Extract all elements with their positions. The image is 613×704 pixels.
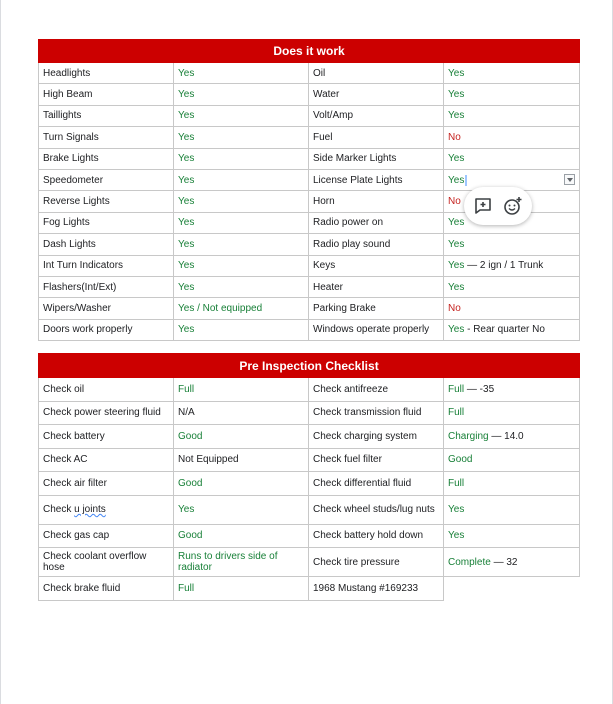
table-row	[39, 298, 580, 319]
item-label[interactable]: Water	[309, 84, 444, 105]
item-value[interactable]: Not Equipped	[174, 448, 309, 472]
item-value[interactable]: Yes	[444, 212, 580, 233]
item-label[interactable]: Speedometer	[39, 169, 174, 190]
item-value[interactable]: Yes	[174, 169, 309, 190]
item-value-cell[interactable]	[444, 378, 580, 402]
item-value[interactable]: Yes	[444, 148, 580, 169]
item-value[interactable]: Yes	[444, 495, 580, 524]
item-label[interactable]: Headlights	[39, 63, 174, 84]
item-value[interactable]: No	[444, 298, 580, 319]
item-value[interactable]: Yes	[444, 524, 580, 548]
table-row	[39, 448, 580, 472]
item-label[interactable]: Radio play sound	[309, 234, 444, 255]
item-value[interactable]: Full	[174, 577, 309, 601]
item-value[interactable]: Yes	[174, 255, 309, 276]
item-value[interactable]: Runs to drivers side of radiator	[174, 548, 309, 577]
text-cursor	[465, 175, 467, 186]
dropdown-arrow-icon[interactable]	[564, 174, 575, 185]
item-label[interactable]: Check coolant overflow hose	[39, 548, 174, 577]
table-row	[39, 105, 580, 126]
item-value-cell[interactable]	[444, 319, 580, 340]
item-label[interactable]: Volt/Amp	[309, 105, 444, 126]
item-value[interactable]: No	[444, 191, 580, 212]
item-value[interactable]: Yes	[444, 234, 580, 255]
item-label[interactable]: Check gas cap	[39, 524, 174, 548]
item-value[interactable]: N/A	[174, 401, 309, 425]
item-value[interactable]: Good	[174, 472, 309, 496]
item-note: — 2 ign / 1 Trunk	[464, 260, 544, 272]
table-row	[39, 495, 580, 524]
item-value[interactable]: Yes	[174, 127, 309, 148]
item-label[interactable]: Doors work properly	[39, 319, 174, 340]
item-label[interactable]: Check differential fluid	[309, 472, 444, 496]
item-value[interactable]: Yes	[174, 495, 309, 524]
item-label[interactable]: Check brake fluid	[39, 577, 174, 601]
table-title: Pre Inspection Checklist	[39, 354, 580, 378]
item-label[interactable]: Flashers(Int/Ext)	[39, 276, 174, 297]
table-row	[39, 127, 580, 148]
item-label[interactable]: Fog Lights	[39, 212, 174, 233]
item-label[interactable]: Check charging system	[309, 425, 444, 449]
item-value[interactable]: Yes	[174, 63, 309, 84]
item-label[interactable]: Check fuel filter	[309, 448, 444, 472]
item-value: Yes	[448, 324, 465, 336]
item-label[interactable]: Wipers/Washer	[39, 298, 174, 319]
item-label[interactable]: Reverse Lights	[39, 191, 174, 212]
item-value[interactable]: Good	[444, 448, 580, 472]
item-value[interactable]: Yes	[174, 234, 309, 255]
item-label-part: Check	[43, 504, 75, 515]
pre-inspection-checklist-table	[38, 353, 580, 601]
item-value-cell[interactable]	[444, 548, 580, 577]
item-value: Full	[448, 383, 465, 395]
item-label[interactable]: Check power steering fluid	[39, 401, 174, 425]
item-value-cell[interactable]	[444, 425, 580, 449]
item-note: - Rear quarter No	[464, 324, 545, 336]
item-label[interactable]: Parking Brake	[309, 298, 444, 319]
item-label[interactable]: Side Marker Lights	[309, 148, 444, 169]
item-value-cell[interactable]	[444, 255, 580, 276]
item-value[interactable]: Yes	[174, 148, 309, 169]
item-value[interactable]: Yes	[174, 84, 309, 105]
item-note: — 14.0	[488, 430, 524, 442]
item-label[interactable]: 1968 Mustang #169233	[309, 577, 444, 601]
item-label[interactable]: Check battery hold down	[309, 524, 444, 548]
item-value: Yes	[448, 174, 465, 186]
table-row	[39, 276, 580, 297]
table-row	[39, 319, 580, 340]
item-note: — -35	[464, 383, 495, 395]
table-row	[39, 524, 580, 548]
item-value[interactable]: No	[444, 127, 580, 148]
item-label[interactable]: License Plate Lights	[309, 169, 444, 190]
item-value[interactable]: Yes	[174, 276, 309, 297]
item-label[interactable]: Windows operate properly	[309, 319, 444, 340]
item-value[interactable]: Full	[444, 401, 580, 425]
table-title: Does it work	[39, 40, 580, 63]
item-value: Charging	[448, 430, 489, 442]
table-row	[39, 425, 580, 449]
item-value[interactable]: Good	[174, 524, 309, 548]
item-label[interactable]: Check tire pressure	[309, 548, 444, 577]
item-value[interactable]: Yes	[444, 63, 580, 84]
item-value[interactable]: Yes / Not equipped	[174, 298, 309, 319]
floating-action-toolbar	[464, 187, 532, 225]
item-label[interactable]: High Beam	[39, 84, 174, 105]
item-label[interactable]: Check air filter	[39, 472, 174, 496]
item-value[interactable]: Yes	[174, 191, 309, 212]
table-row	[39, 577, 580, 601]
item-label[interactable]	[39, 495, 174, 524]
item-value: Complete	[448, 556, 491, 568]
item-value[interactable]: Yes	[174, 212, 309, 233]
item-label[interactable]: Keys	[309, 255, 444, 276]
item-label[interactable]: Horn	[309, 191, 444, 212]
table-row	[39, 234, 580, 255]
item-label[interactable]: Brake Lights	[39, 148, 174, 169]
item-label[interactable]: Int Turn Indicators	[39, 255, 174, 276]
item-label[interactable]: Fuel	[309, 127, 444, 148]
item-value[interactable]: Full	[174, 378, 309, 402]
item-label[interactable]: Check antifreeze	[309, 378, 444, 402]
add-emoji-reaction-icon[interactable]	[503, 196, 523, 216]
item-label[interactable]: Check AC	[39, 448, 174, 472]
item-label[interactable]: Check battery	[39, 425, 174, 449]
table-row	[39, 472, 580, 496]
table-row	[39, 378, 580, 402]
item-value[interactable]: Yes	[444, 105, 580, 126]
item-value[interactable]: Yes	[444, 84, 580, 105]
item-label[interactable]: Taillights	[39, 105, 174, 126]
spellcheck-underlined-text[interactable]: u joints	[74, 504, 106, 515]
item-label[interactable]: Turn Signals	[39, 127, 174, 148]
item-label[interactable]: Check transmission fluid	[309, 401, 444, 425]
item-value[interactable]: Yes	[174, 319, 309, 340]
add-comment-icon[interactable]	[473, 196, 493, 216]
item-label[interactable]: Check wheel studs/lug nuts	[309, 495, 444, 524]
item-label[interactable]: Check oil	[39, 378, 174, 402]
item-label[interactable]: Dash Lights	[39, 234, 174, 255]
item-label[interactable]: Radio power on	[309, 212, 444, 233]
table-row	[39, 84, 580, 105]
item-value[interactable]: Yes	[174, 105, 309, 126]
item-label[interactable]: Oil	[309, 63, 444, 84]
table-row	[39, 255, 580, 276]
table-row	[39, 63, 580, 84]
table-row	[39, 148, 580, 169]
table-row	[39, 548, 580, 577]
empty-cell	[444, 577, 580, 601]
item-value[interactable]: Yes	[444, 276, 580, 297]
item-value[interactable]: Full	[444, 472, 580, 496]
item-value: Yes	[448, 260, 465, 272]
item-note: — 32	[490, 556, 518, 568]
item-label[interactable]: Heater	[309, 276, 444, 297]
item-value[interactable]: Good	[174, 425, 309, 449]
table-row	[39, 401, 580, 425]
